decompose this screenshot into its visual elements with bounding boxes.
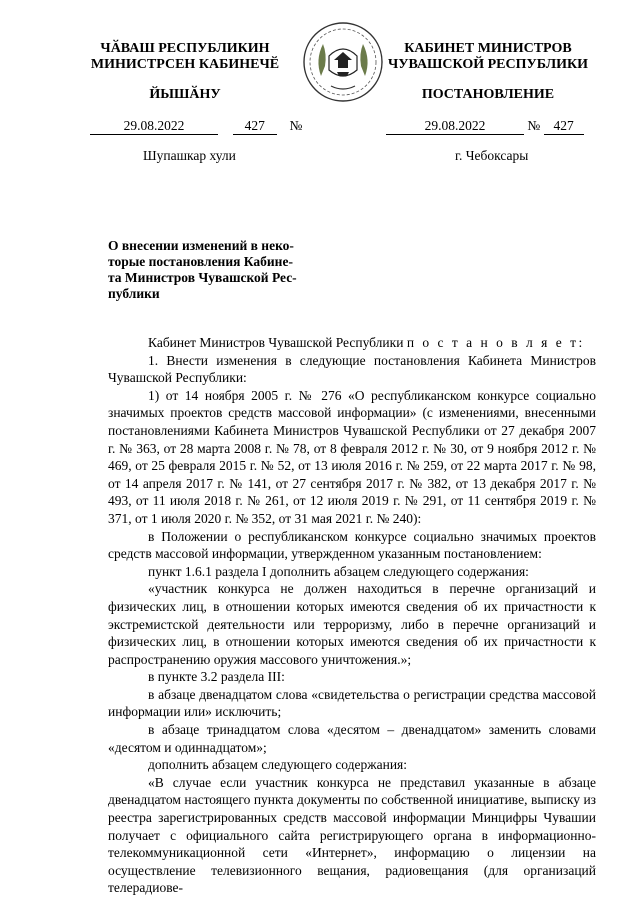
numbering-right bbox=[386, 118, 584, 135]
header-right bbox=[368, 41, 608, 73]
date-right: 29.08.2022 bbox=[386, 118, 524, 135]
paragraph-2: 1) от 14 ноября 2005 г. № 276 «О республиканском конкурсе социально значимых проектов средств массовой информации» (с изменениями, внесенными постановлениями Кабинета Министров Чувашской Республики от 27 декабря 2007 г. № 363, от 28 марта 2008 г. № 78, от 8 февраля 2012 г. № 30, от 9 ноября 2012 г. № 469, от 25 февраля 2015 г. № 52, от 13 июля 2016 г. № 259, от 22 марта 2017 г. № 98, от 14 апреля 2017 г. № 141, от 27 сентября 2017 г. № 382, от 13 декабря 2017 г. № 493, от 11 июля 2018 г. № 261, от 12 июля 2019 г. № 291, от 11 сентября 2019 г. № 371, от 1 июля 2020 г. № 352, от 31 мая 2021 г. № 240): bbox=[108, 387, 596, 526]
header-right-line1: КАБИНЕТ МИНИСТРОВ bbox=[404, 41, 572, 56]
document-body bbox=[108, 334, 596, 897]
paragraph-5: «участник конкурса не должен находиться в перечне организаций и физических лиц, в отношении которых имеются сведения об их причастности к экстремистской деятельности или терроризму, либо в перечне организаций и физических лиц, в отношении которых имеются сведения об их причастности к распространению оружия массового уничтожения.»; bbox=[108, 581, 596, 667]
subject-line: О внесении изменений в неко- bbox=[108, 238, 294, 253]
number-sign-left: № bbox=[289, 118, 303, 133]
number-left: 427 bbox=[233, 118, 277, 135]
number-sign-right: № bbox=[527, 118, 541, 133]
intro-paragraph bbox=[108, 334, 596, 352]
paragraph-10: «В случае если участник конкурса не представил указанные в абзаце двенадцатом настоящего пункта документы по собственной инициативе, выписку из реестра зарегистрированных средств массовой информации Минцифры Чувашии получает с официального сайта регистрирующего органа в информационно-телекоммуникационной сети «Интернет», информацию о лицензии на осуществление телевизионного вещания, радиовещания (для организаций телерадиове- bbox=[108, 774, 596, 896]
date-left: 29.08.2022 bbox=[90, 118, 218, 135]
subject-line: публики bbox=[108, 286, 160, 301]
header-left bbox=[70, 41, 300, 73]
paragraph-6: в пункте 3.2 раздела III: bbox=[148, 669, 285, 685]
intro-text: Кабинет Министров Чувашской Республики bbox=[148, 335, 404, 350]
paragraph-9: дополнить абзацем следующего содержания: bbox=[148, 757, 408, 773]
place-right: г. Чебоксары bbox=[455, 148, 529, 163]
document-subject bbox=[108, 238, 316, 302]
header-left-line2: МИНИСТРСЕН КАБИНЕЧӖ bbox=[90, 57, 280, 72]
header-right-line2: ЧУВАШСКОЙ РЕСПУБЛИКИ bbox=[387, 57, 589, 72]
paragraph-8: в абзаце тринадцатом слова «десятом – двенадцатом» заменить словами «десятом и одиннадцатом»; bbox=[108, 722, 596, 755]
header-left-line1: ЧӐВАШ РЕСПУБЛИКИН bbox=[100, 41, 270, 56]
paragraph-1: 1. Внести изменения в следующие постановления Кабинета Министров Чувашской Республики: bbox=[108, 352, 596, 386]
number-right: 427 bbox=[544, 118, 584, 135]
place-left: Шупашкар хули bbox=[143, 148, 236, 163]
paragraph-7: в абзаце двенадцатом слова «свидетельства о регистрации средства массовой информации или» исключить; bbox=[108, 686, 596, 720]
numbering-left bbox=[90, 118, 302, 135]
decree-title-right: ПОСТАНОВЛЕНИЕ bbox=[421, 87, 555, 102]
intro-resolves: п о с т а н о в л я е т: bbox=[406, 335, 585, 350]
decree-title-left: ЙЫШӐНУ bbox=[149, 87, 221, 102]
paragraph-4: пункт 1.6.1 раздела I дополнить абзацем следующего содержания: bbox=[148, 563, 529, 579]
paragraph-3: в Положении о республиканском конкурсе социально значимых проектов средств массовой информации, утвержденном указанным постановлением: bbox=[108, 528, 596, 562]
subject-line: та Министров Чувашской Рес- bbox=[108, 270, 297, 285]
subject-line: торые постановления Кабине- bbox=[108, 254, 293, 269]
